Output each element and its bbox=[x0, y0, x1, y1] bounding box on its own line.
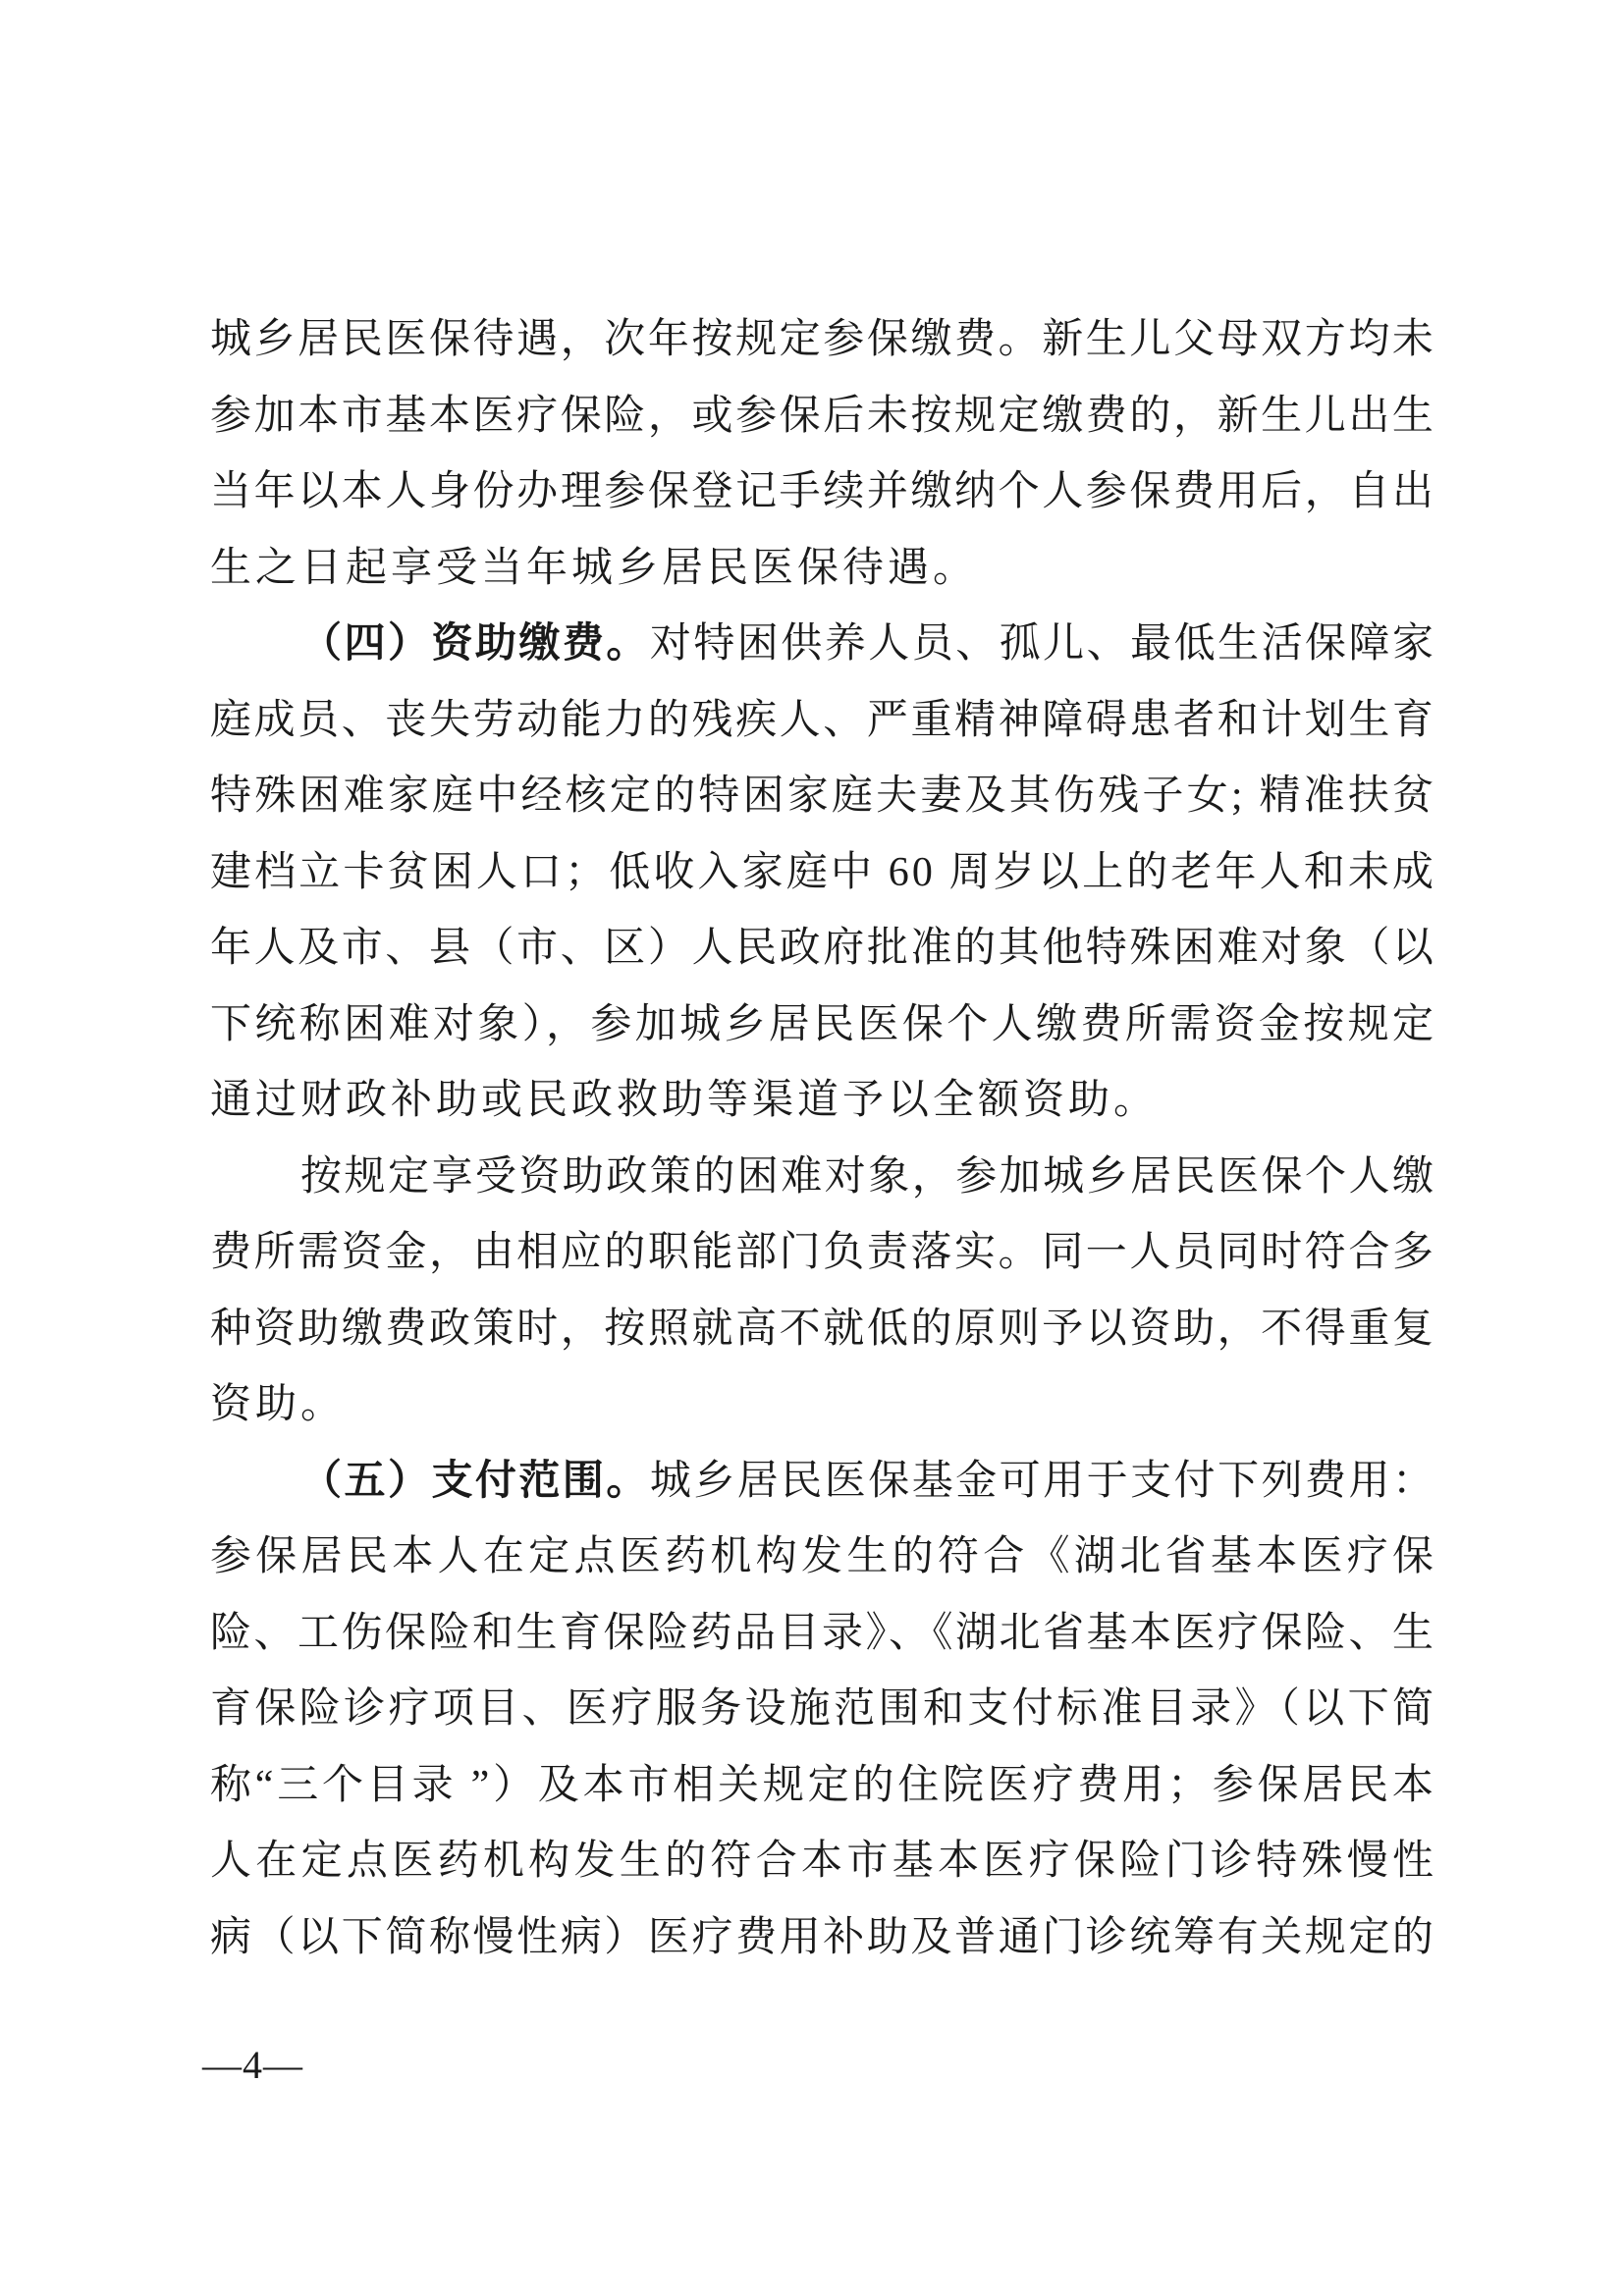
text-line bbox=[210, 759, 1437, 835]
text-line bbox=[210, 1292, 1434, 1368]
text-segment: 对特困供养人员、孤儿、最低生活保障家 bbox=[649, 621, 1436, 667]
text-line bbox=[210, 1063, 1434, 1140]
text-segment: 病（以下简称慢性病）医疗费用补助及普通门诊统筹有关规定的 bbox=[210, 1914, 1436, 1960]
page-number: —4— bbox=[202, 2043, 303, 2087]
text-line bbox=[210, 454, 1434, 531]
text-segment: 城乡居民医保基金可用于支付下列费用： bbox=[649, 1458, 1436, 1504]
text-line bbox=[210, 302, 1434, 379]
text-line bbox=[210, 607, 1434, 683]
text-segment: 费所需资金，由相应的职能部门负责落实。同一人员同时符合多 bbox=[210, 1230, 1436, 1275]
text-line bbox=[210, 911, 1434, 988]
text-segment: 按规定享受资助政策的困难对象，参加城乡居民医保个人缴 bbox=[300, 1153, 1436, 1200]
text-segment: 通过财政补助或民政救助等渠道予以全额资助。 bbox=[210, 1078, 1160, 1123]
document-body bbox=[210, 302, 1438, 1976]
text-line bbox=[210, 531, 1434, 608]
text-segment: 生之日起享受当年城乡居民医保待遇。 bbox=[210, 545, 979, 591]
text-segment: 庭成员、丧失劳动能力的残疾人、严重精神障碍患者和计划生育 bbox=[210, 697, 1436, 743]
text-segment: 当年以本人身份办理参保登记手续并缴纳个人参保费用后，自出 bbox=[210, 469, 1436, 514]
text-segment: 年人及市、县（市、区）人民政府批准的其他特殊困难对象（以 bbox=[210, 926, 1436, 971]
heading-segment: （五）支付范围。 bbox=[300, 1458, 650, 1504]
text-line bbox=[210, 1215, 1434, 1292]
text-segment: 种资助缴费政策时，按照就高不就低的原则予以资助，不得重复 bbox=[210, 1306, 1436, 1352]
text-segment: 建档立卡贫困人口；低收入家庭中 60 周岁以上的老年人和未成 bbox=[210, 849, 1437, 895]
text-segment: 险、工伤保险和生育保险药品目录》、《湖北省基本医疗保险、生 bbox=[210, 1610, 1436, 1656]
text-line bbox=[210, 683, 1434, 760]
text-segment: 特殊困难家庭中经核定的特困家庭夫妻及其伤残子女; 精准扶贫 bbox=[210, 774, 1437, 819]
text-segment: 资助。 bbox=[210, 1382, 347, 1427]
text-line bbox=[210, 1520, 1438, 1596]
text-line bbox=[210, 1596, 1434, 1673]
text-segment: 城乡居民医保待遇，次年按规定参保缴费。新生儿父母双方均未 bbox=[210, 317, 1436, 362]
text-segment: 参加本市基本医疗保险，或参保后未按规定缴费的，新生儿出生 bbox=[210, 393, 1436, 439]
text-line bbox=[210, 1672, 1437, 1748]
text-line bbox=[210, 1900, 1434, 1977]
text-line bbox=[210, 988, 1437, 1064]
text-line bbox=[210, 1824, 1438, 1900]
text-line bbox=[210, 835, 1437, 912]
text-line bbox=[210, 1367, 1434, 1444]
text-line bbox=[210, 1444, 1434, 1521]
text-segment: 育保险诊疗项目、医疗服务设施范围和支付标准目录》（以下简 bbox=[210, 1686, 1437, 1732]
text-segment: 参保居民本人在定点医药机构发生的符合《湖北省基本医疗保 bbox=[210, 1534, 1438, 1579]
text-segment: 下统称困难对象），参加城乡居民医保个人缴费所需资金按规定 bbox=[210, 1001, 1437, 1047]
heading-segment: （四）资助缴费。 bbox=[300, 621, 650, 667]
text-line bbox=[210, 1748, 1437, 1825]
text-line bbox=[210, 1140, 1434, 1216]
text-segment: 称“三个目录 ”）及本市相关规定的住院医疗费用；参保居民本 bbox=[210, 1762, 1437, 1808]
text-line bbox=[210, 379, 1434, 455]
text-segment: 人在定点医药机构发生的符合本市基本医疗保险门诊特殊慢性 bbox=[210, 1839, 1438, 1884]
